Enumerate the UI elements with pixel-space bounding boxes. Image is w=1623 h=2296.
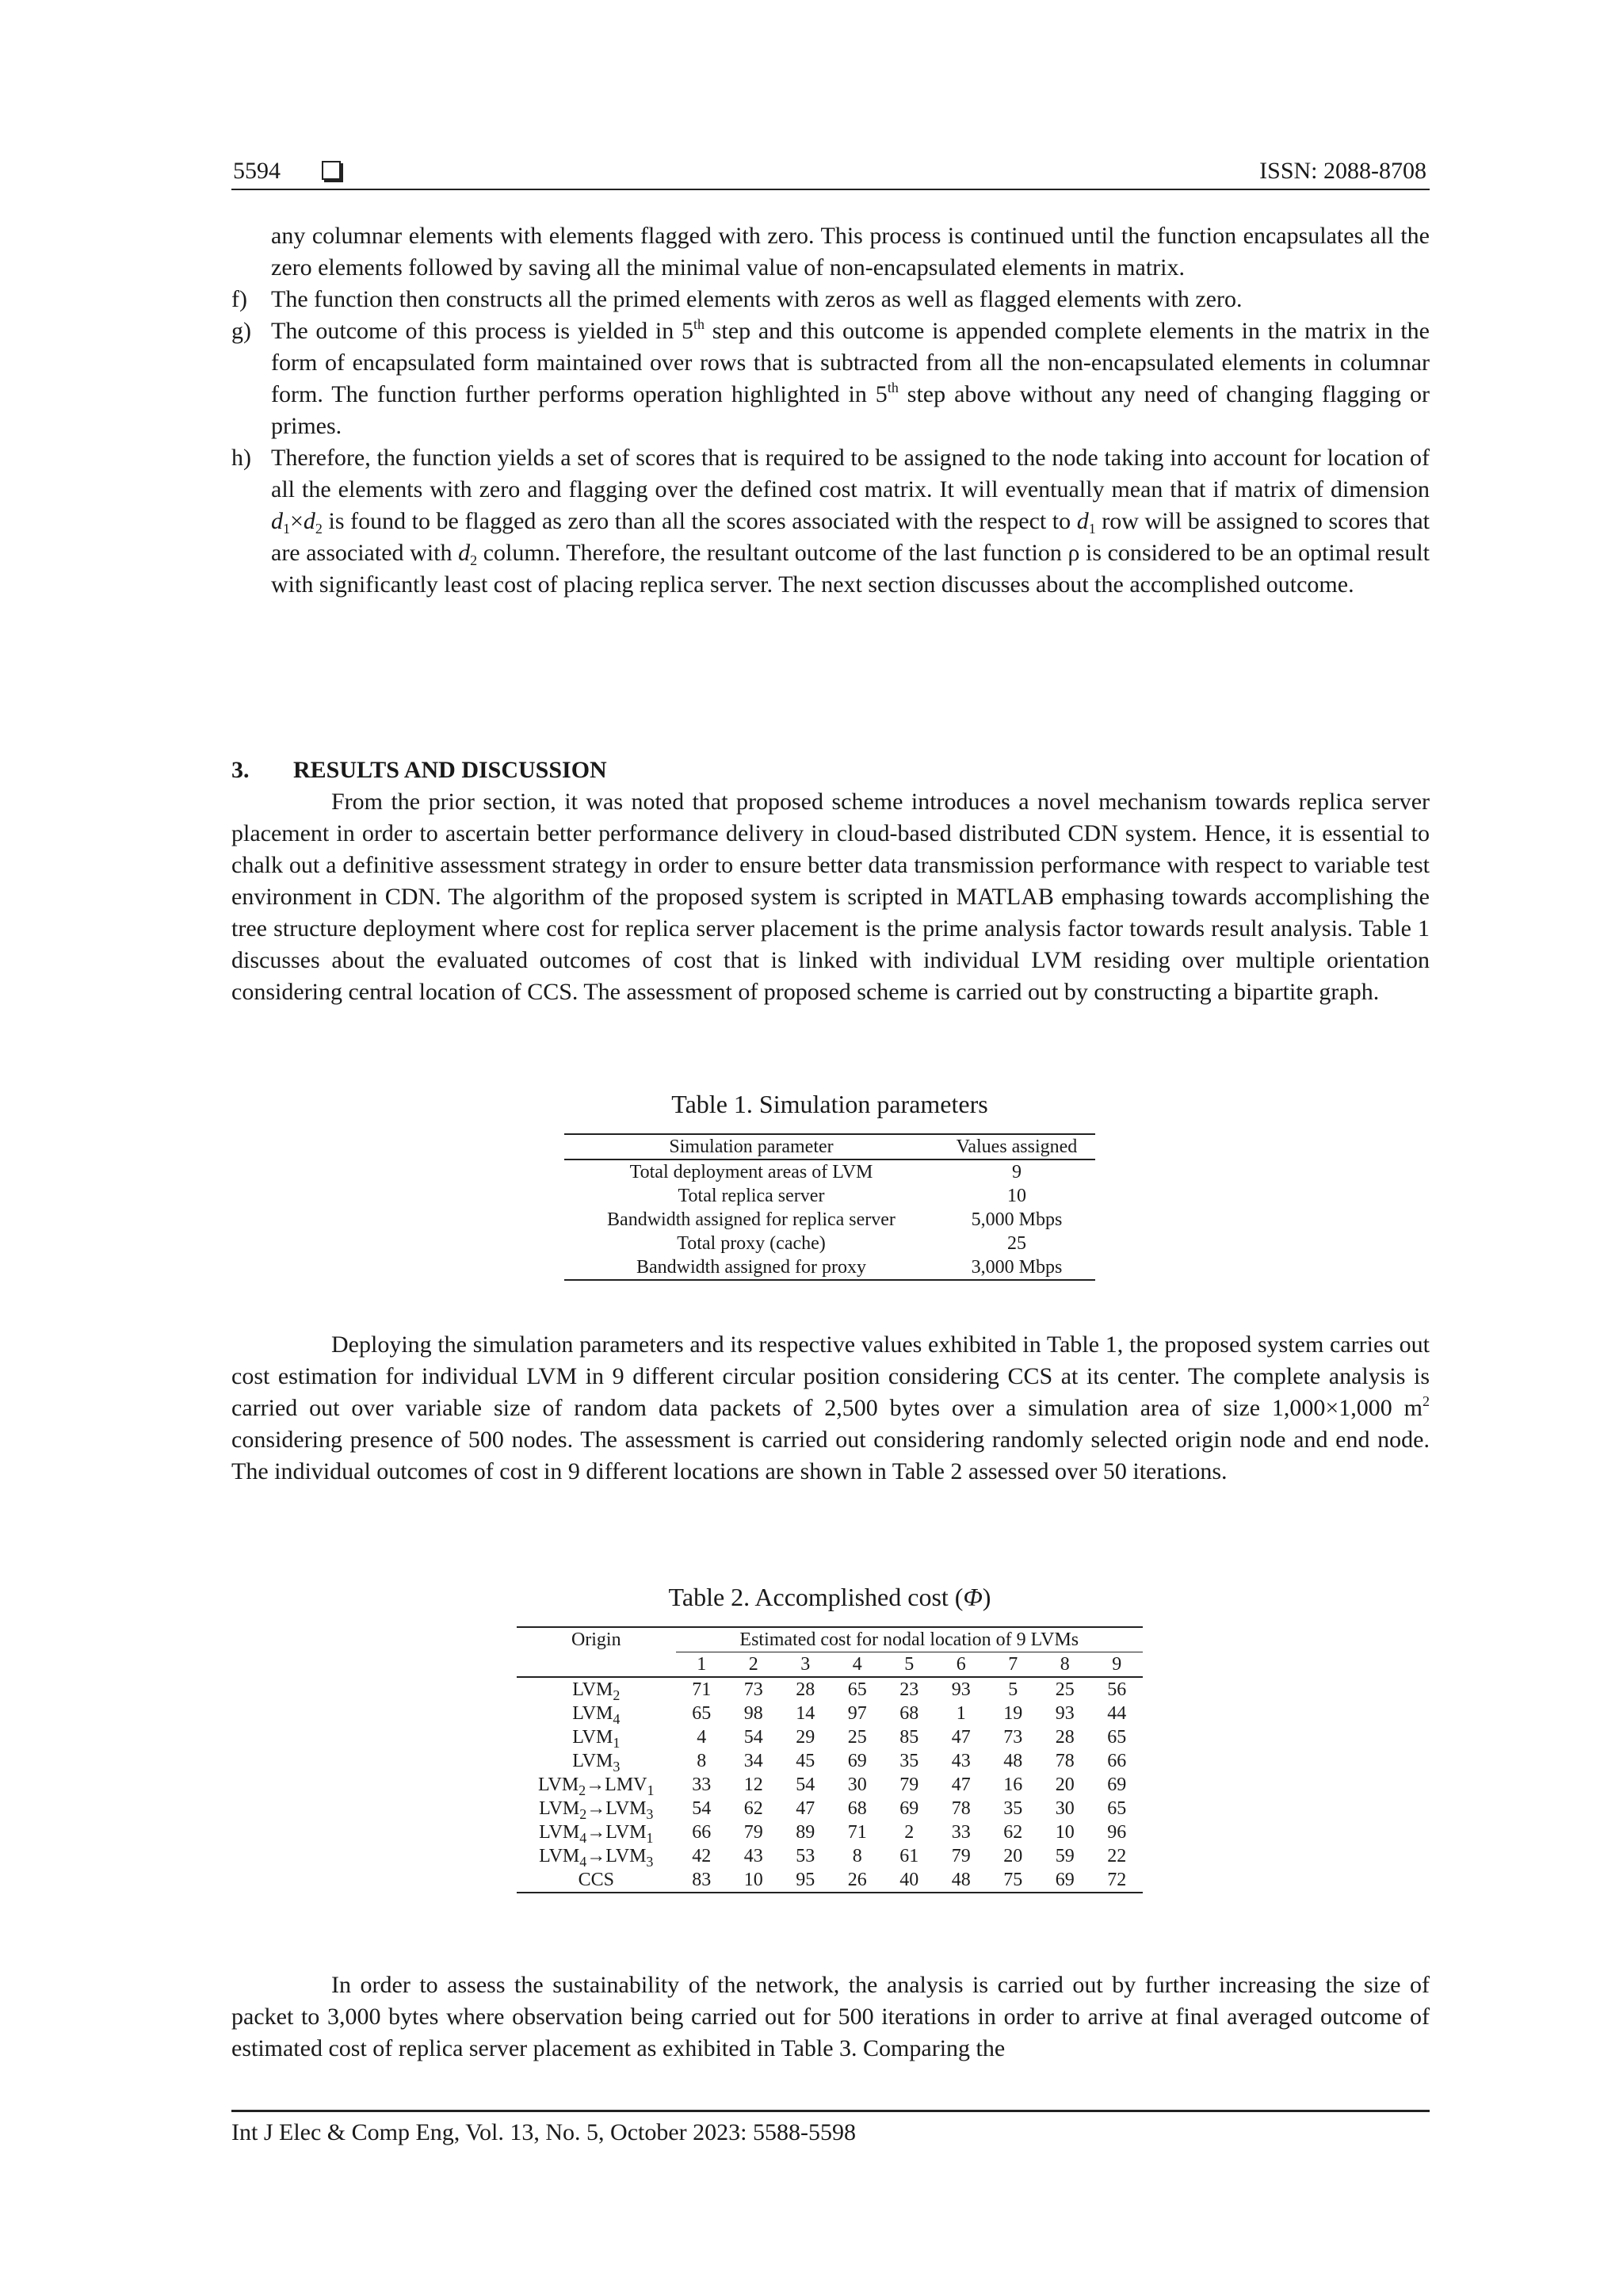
cost-cell: 62 xyxy=(743,1798,763,1819)
paragraph-results-intro xyxy=(231,786,1430,1008)
cost-cell: 22 xyxy=(1107,1846,1127,1866)
right-arrow-icon: → xyxy=(586,1798,606,1819)
checkbox-square-icon xyxy=(322,161,341,180)
cost-cell: 16 xyxy=(1003,1775,1023,1795)
origin-cell xyxy=(517,1773,676,1797)
paragraph-sustainability xyxy=(231,1969,1430,2065)
section-title: RESULTS AND DISCUSSION xyxy=(293,757,607,783)
subscript: 2 xyxy=(579,1806,587,1822)
table-cell: Bandwidth assigned for replica server xyxy=(607,1209,896,1230)
cost-cell: 8 xyxy=(852,1846,862,1866)
destination-node: LVM xyxy=(605,1846,647,1866)
cost-cell: 47 xyxy=(951,1727,971,1748)
paragraph-text: Deploying the simulation parameters and its respective values exhibited in Table 1, the proposed system carries out cost estimation for individual LVM in 9 different circular position considering CCS at its center. The complete analysis is carried out over variable size of random data packets of 2,500 bytes over a simulation area of size 1,000×1,000 m xyxy=(231,1331,1430,1421)
cost-cell: 78 xyxy=(1055,1751,1075,1771)
cost-cell: 44 xyxy=(1107,1703,1127,1724)
text-run: step and this outcome is appended complete elements in the matrix in the form of encapsulated form maintained over rows that is subtracted from all the non-encapsulated elements in columnar form. The function further performs operation highlighted in 5 xyxy=(271,318,1430,407)
list-item-text xyxy=(271,442,1430,601)
cost-cell: 45 xyxy=(796,1751,815,1771)
page-header xyxy=(231,154,1430,190)
table-header-column: 1 xyxy=(676,1652,727,1678)
cost-cell: 20 xyxy=(1003,1846,1023,1866)
text-run: column. Therefore, the resultant outcome of the last function ρ is considered to be an optimal result with significantly least cost of placing replica server. The next section discusses about the accomplished outcome. xyxy=(271,540,1430,598)
table-row xyxy=(564,1208,1095,1232)
cost-cell: 69 xyxy=(847,1751,867,1771)
list-marker: h) xyxy=(231,445,251,471)
destination-node: LMV xyxy=(605,1775,647,1795)
text-run: Table 2. Accomplished cost ( xyxy=(668,1583,964,1611)
origin-node: LVM xyxy=(572,1679,613,1700)
subscript: 1 xyxy=(283,521,290,537)
table-row xyxy=(564,1232,1095,1255)
table-header-column: 8 xyxy=(1039,1652,1090,1678)
list-marker: f) xyxy=(231,286,247,312)
cost-cell: 29 xyxy=(796,1727,815,1748)
paragraph-simulation xyxy=(231,1329,1430,1488)
cost-cell: 73 xyxy=(743,1679,763,1700)
section-number: 3. xyxy=(231,757,250,783)
table-row xyxy=(564,1159,1095,1184)
cost-cell: 47 xyxy=(951,1775,971,1795)
table-header: Values assigned xyxy=(938,1134,1095,1159)
table-header-column: 2 xyxy=(727,1652,779,1678)
cost-cell: 65 xyxy=(847,1679,867,1700)
table-header-column: 6 xyxy=(935,1652,987,1678)
table-row xyxy=(517,1773,1143,1797)
destination-node: LVM xyxy=(605,1822,647,1843)
table-cell: 9 xyxy=(1012,1162,1022,1182)
cost-cell: 28 xyxy=(1055,1727,1075,1748)
cost-cell: 62 xyxy=(1003,1822,1023,1843)
math-var: d xyxy=(458,540,471,566)
origin-cell xyxy=(517,1725,676,1749)
cost-cell: 69 xyxy=(1107,1775,1127,1795)
text-run: ) xyxy=(982,1583,991,1611)
times-sign: × xyxy=(290,508,304,534)
cost-cell: 78 xyxy=(951,1798,971,1819)
origin-node: CCS xyxy=(578,1870,614,1890)
cost-cell: 12 xyxy=(743,1775,763,1795)
cost-cell: 73 xyxy=(1003,1727,1023,1748)
cost-cell: 48 xyxy=(1003,1751,1023,1771)
subscript: 1 xyxy=(646,1830,654,1846)
math-var: d xyxy=(1076,508,1089,534)
cost-cell: 19 xyxy=(1003,1703,1023,1724)
paragraph-text: From the prior section, it was noted that proposed scheme introduces a novel mechanism towards replica server placement in order to ascertain better performance delivery in cloud-based distributed CDN system. Hence, it is essential to chalk out a definitive assessment strategy in order to ensure better data transmission performance with respect to variable test environment in CDN. The algorithm of the proposed system is scripted in MATLAB emphasing towards accomplishing the tree structure deployment where cost for replica server placement is the prime analysis factor towards result analysis. Table 1 discusses about the evaluated outcomes of cost that is linked with individual LVM residing over multiple orientation considering central location of CCS. The assessment of proposed scheme is carried out by constructing a bipartite graph. xyxy=(231,789,1430,1005)
cost-cell: 33 xyxy=(951,1822,971,1843)
section-heading xyxy=(231,755,607,786)
list-item-g xyxy=(231,315,1430,442)
origin-cell xyxy=(517,1797,676,1820)
cost-cell: 66 xyxy=(692,1822,712,1843)
phi-symbol: Φ xyxy=(963,1583,983,1611)
subscript: 3 xyxy=(646,1854,654,1870)
table-row xyxy=(517,1749,1143,1773)
table-cell: 3,000 Mbps xyxy=(971,1257,1063,1278)
text-run: row will be assigned to scores that are associated with xyxy=(271,508,1430,566)
subscript: 2 xyxy=(315,521,323,537)
cost-cell: 53 xyxy=(796,1846,815,1866)
table-header-column: 4 xyxy=(831,1652,883,1678)
table-header-column: 7 xyxy=(987,1652,1038,1678)
cost-cell: 14 xyxy=(796,1703,815,1724)
table-cell: Total deployment areas of LVM xyxy=(629,1162,873,1182)
cost-cell: 30 xyxy=(847,1775,867,1795)
cost-cell: 35 xyxy=(899,1751,919,1771)
cost-cell: 54 xyxy=(796,1775,815,1795)
cost-cell: 98 xyxy=(743,1703,763,1724)
table-cell: Bandwidth assigned for proxy xyxy=(636,1257,866,1278)
cost-cell: 35 xyxy=(1003,1798,1023,1819)
cost-cell: 65 xyxy=(692,1703,712,1724)
origin-cell xyxy=(517,1868,676,1893)
destination-node: LVM xyxy=(605,1798,647,1819)
cost-cell: 71 xyxy=(847,1822,867,1843)
cost-cell: 72 xyxy=(1107,1870,1127,1890)
list-continuation: any columnar elements with elements flagged with zero. This process is continued until the function encapsulates all the zero elements followed by saving all the minimal value of non-encapsulated elements in matrix. xyxy=(271,223,1430,281)
origin-cell xyxy=(517,1749,676,1773)
cost-cell: 1 xyxy=(956,1703,966,1724)
table-row xyxy=(564,1184,1095,1208)
algorithm-step-list xyxy=(231,220,1430,601)
math-var: d xyxy=(271,508,283,534)
cost-cell: 28 xyxy=(796,1679,815,1700)
cost-cell: 66 xyxy=(1107,1751,1127,1771)
cost-cell: 43 xyxy=(743,1846,763,1866)
cost-cell: 34 xyxy=(743,1751,763,1771)
accomplished-cost-table xyxy=(517,1626,1143,1893)
origin-node: LVM xyxy=(572,1751,613,1771)
cost-cell: 93 xyxy=(1055,1703,1075,1724)
origin-cell xyxy=(517,1844,676,1868)
cost-cell: 4 xyxy=(697,1727,707,1748)
subscript: 3 xyxy=(646,1806,654,1822)
table-cell: 5,000 Mbps xyxy=(971,1209,1063,1230)
table-header: Simulation parameter xyxy=(564,1134,938,1159)
cost-cell: 40 xyxy=(899,1870,919,1890)
superscript: th xyxy=(693,316,705,332)
table-cell: Total replica server xyxy=(678,1186,825,1206)
cost-cell: 69 xyxy=(899,1798,919,1819)
text-run: The outcome of this process is yielded in 5 xyxy=(271,318,693,344)
subscript: 1 xyxy=(647,1782,655,1798)
list-item-h xyxy=(231,442,1430,601)
cost-cell: 65 xyxy=(1107,1727,1127,1748)
table-header-span: Estimated cost for nodal location of 9 LVMs xyxy=(676,1627,1143,1652)
list-item-text: The function then constructs all the primed elements with zeros as well as flagged elements with zero. xyxy=(271,286,1243,312)
superscript: th xyxy=(887,380,899,395)
cost-cell: 89 xyxy=(796,1822,815,1843)
text-run: is found to be flagged as zero than all the scores associated with the respect to xyxy=(322,508,1077,534)
table2-title xyxy=(517,1581,1143,1613)
right-arrow-icon: → xyxy=(586,1846,606,1866)
table-row xyxy=(517,1820,1143,1844)
cost-cell: 96 xyxy=(1107,1822,1127,1843)
cost-cell: 68 xyxy=(899,1703,919,1724)
table1-title: Table 1. Simulation parameters xyxy=(671,1090,988,1118)
cost-cell: 43 xyxy=(951,1751,971,1771)
list-item-f xyxy=(231,284,1430,315)
cost-cell: 83 xyxy=(692,1870,712,1890)
right-arrow-icon: → xyxy=(586,1775,605,1795)
cost-cell: 20 xyxy=(1055,1775,1075,1795)
table-header-origin: Origin xyxy=(517,1627,676,1677)
superscript: 2 xyxy=(1423,1393,1430,1409)
origin-cell xyxy=(517,1820,676,1844)
table-header-column: 5 xyxy=(884,1652,935,1678)
cost-cell: 25 xyxy=(847,1727,867,1748)
table-cell: Total proxy (cache) xyxy=(677,1233,826,1254)
cost-cell: 47 xyxy=(796,1798,815,1819)
cost-cell: 5 xyxy=(1008,1679,1018,1700)
subscript: 4 xyxy=(579,1830,587,1846)
cost-cell: 69 xyxy=(1055,1870,1075,1890)
math-var: d xyxy=(303,508,315,534)
right-arrow-icon: → xyxy=(586,1822,606,1843)
cost-cell: 79 xyxy=(951,1846,971,1866)
cost-cell: 10 xyxy=(1055,1822,1075,1843)
table-row xyxy=(517,1844,1143,1868)
subscript: 2 xyxy=(470,552,478,568)
subscript: 1 xyxy=(613,1735,621,1751)
table-header-column: 3 xyxy=(780,1652,831,1678)
origin-node: LVM xyxy=(572,1727,613,1748)
origin-node: LVM xyxy=(538,1775,579,1795)
subscript: 3 xyxy=(613,1759,621,1775)
cost-cell: 42 xyxy=(692,1846,712,1866)
subscript: 1 xyxy=(1088,521,1096,537)
subscript: 2 xyxy=(613,1687,621,1703)
table-row xyxy=(564,1255,1095,1280)
table-cell: 25 xyxy=(1007,1233,1026,1254)
cost-cell: 93 xyxy=(951,1679,971,1700)
cost-cell: 26 xyxy=(847,1870,867,1890)
cost-cell: 68 xyxy=(847,1798,867,1819)
cost-cell: 95 xyxy=(796,1870,815,1890)
cost-cell: 59 xyxy=(1055,1846,1075,1866)
cost-cell: 75 xyxy=(1003,1870,1023,1890)
table-row xyxy=(517,1868,1143,1893)
cost-cell: 65 xyxy=(1107,1798,1127,1819)
table-row xyxy=(517,1797,1143,1820)
cost-cell: 2 xyxy=(904,1822,915,1843)
cost-cell: 79 xyxy=(743,1822,763,1843)
cost-cell: 10 xyxy=(743,1870,763,1890)
page-footer: Int J Elec & Comp Eng, Vol. 13, No. 5, October 2023: 5588-5598 xyxy=(231,2110,1430,2150)
origin-cell xyxy=(517,1677,676,1702)
table-cell: 10 xyxy=(1007,1186,1026,1206)
issn: ISSN: 2088-8708 xyxy=(1259,158,1426,184)
subscript: 4 xyxy=(613,1711,621,1727)
subscript: 4 xyxy=(579,1854,587,1870)
table-row xyxy=(517,1677,1143,1702)
cost-cell: 30 xyxy=(1055,1798,1075,1819)
simulation-parameters-table xyxy=(564,1133,1095,1281)
cost-cell: 61 xyxy=(899,1846,919,1866)
text-run: step above without any need of changing flagging or primes. xyxy=(271,381,1430,439)
origin-node: LVM xyxy=(539,1798,580,1819)
cost-cell: 33 xyxy=(692,1775,712,1795)
paragraph-text: In order to assess the sustainability of the network, the analysis is carried out by further increasing the size of packet to 3,000 bytes where observation being carried out for 500 iterations in order to arrive at final averaged outcome of estimated cost of replica server placement as exhibited in Table 3. Comparing the xyxy=(231,1972,1430,2061)
paragraph-text: considering presence of 500 nodes. The assessment is carried out considering randomly selected origin node and end node. The individual outcomes of cost in 9 different locations are shown in Table 2 assessed over 50 iterations. xyxy=(231,1427,1430,1484)
list-item-text xyxy=(271,315,1430,442)
cost-cell: 56 xyxy=(1107,1679,1127,1700)
cost-cell: 79 xyxy=(899,1775,919,1795)
table-row xyxy=(517,1702,1143,1725)
cost-cell: 71 xyxy=(692,1679,712,1700)
page-number: 5594 xyxy=(233,158,281,184)
origin-cell xyxy=(517,1702,676,1725)
origin-node: LVM xyxy=(572,1703,613,1724)
cost-cell: 85 xyxy=(899,1727,919,1748)
table-header-column: 9 xyxy=(1090,1652,1143,1678)
cost-cell: 8 xyxy=(697,1751,707,1771)
cost-cell: 25 xyxy=(1055,1679,1075,1700)
list-marker: g) xyxy=(231,318,251,344)
cost-cell: 97 xyxy=(847,1703,867,1724)
cost-cell: 54 xyxy=(743,1727,763,1748)
cost-cell: 54 xyxy=(692,1798,712,1819)
origin-node: LVM xyxy=(539,1822,580,1843)
table-row xyxy=(517,1725,1143,1749)
cost-cell: 48 xyxy=(951,1870,971,1890)
cost-cell: 23 xyxy=(899,1679,919,1700)
origin-node: LVM xyxy=(539,1846,580,1866)
text-run: Therefore, the function yields a set of scores that is required to be assigned to the node taking into account for location of all the elements with zero and flagging over the defined cost matrix. It will eventually mean that if matrix of dimension xyxy=(271,445,1430,502)
subscript: 2 xyxy=(579,1782,586,1798)
